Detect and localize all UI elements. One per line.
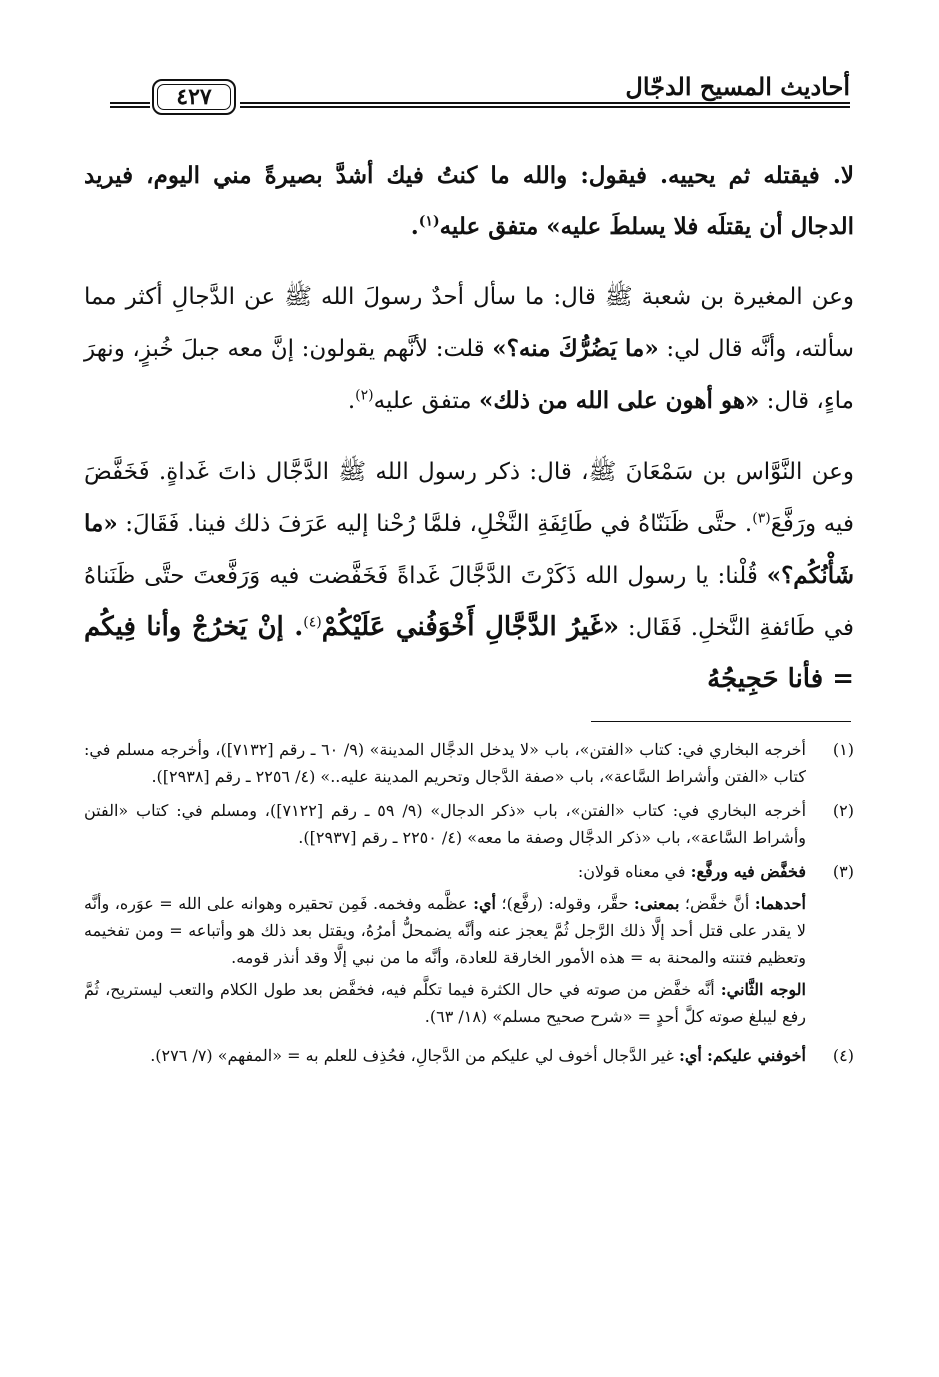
footnote-3-second-view (84, 976, 806, 1030)
paragraph-3 (84, 447, 854, 706)
p2-text-3: متفق عليه (373, 388, 479, 414)
footnote-4-ay: أي: (678, 1046, 702, 1065)
p2-text-2: قلت: لأنَّهم يقولون: إنَّ معه جبلَ خُبزٍ، ونهرَ ماءٍ، قال: (84, 336, 854, 414)
footnote-separator (591, 721, 851, 722)
page-number: ٤٢٧ (176, 84, 212, 110)
footnote-number: (٤) (832, 1046, 854, 1065)
footnote-1 (84, 736, 854, 790)
first-view-term-b: بمعنى: (633, 894, 680, 913)
p2-quote-1: «ما يَضُرُّكَ منه؟» (492, 335, 659, 362)
footnote-ref-4[interactable]: (٤) (303, 614, 322, 631)
p3-quote-1: «ما شَأْنُكُم؟» (84, 510, 854, 589)
footnote-number: (١) (832, 740, 854, 759)
footnote-3-lead (84, 858, 806, 885)
footnote-number: (٣) (832, 862, 854, 881)
footnotes (84, 736, 854, 1076)
second-view-text: أنَّه خفَّض من صوته في حال الكثرة فيما تكلَّم فيه، فخفَّض بعد طول الكلام والتعب ليستريح، ثُمَّ رفع ليبلغ صوته كلَّ أحدٍ = «شرح صحيح مسلم» (١٨/ ٦٣). (84, 980, 806, 1026)
footnote-body (84, 858, 806, 1035)
footnote-text: أخرجه البخاري في: كتاب «الفتن»، باب «لا يدخل الدجَّال المدينة» (٩/ ٦٠ ـ رقم [٧١٣٢])، وأخرجه مسلم في: كتاب «الفتن وأشراط السَّاعة»، باب «صفة الدَّجال وتحريم المدينة عليه..» (٤/ ٢٢٥٦ ـ رقم [٢٩٣٨]). (84, 740, 807, 786)
running-title: أحاديث المسيح الدجّال (625, 72, 850, 101)
header-rule-left (110, 102, 150, 108)
footnote-ref-3[interactable]: (٣) (752, 510, 771, 527)
paragraph-1 (84, 150, 854, 252)
main-text (84, 150, 854, 726)
first-view-heading: أحدهما: (754, 894, 806, 913)
page-number-frame (152, 79, 236, 115)
first-view-term-d: أي: (473, 894, 496, 913)
p3-text-2: . حتَّى ظَنَنّاهُ في طَائِفَةِ النَّخْلِ، فلمَّا رُحْنا إليه عَرَفَ ذلك فينا. فَقَالَ: (117, 511, 753, 537)
p3-quote-3: . إنْ يَخرُجْ وأنا فِيكُم = فأنا حَجِيجُهُ (84, 612, 854, 694)
p1-text: لا. فيقتله ثم يحييه. فيقول: والله ما كنتُ فيك أشدَّ بصيرةً مني اليوم، فيريد الدجال أن يقتلَه فلا يسلطَ عليه» متفق عليه (84, 162, 854, 240)
footnote-3 (84, 858, 854, 1035)
footnote-3-lead-text: في معناه قولان: (577, 862, 691, 881)
paragraph-2 (84, 272, 854, 427)
p3-quote-2: «غَيرُ الدَّجَّالِ أَخْوَفُني عَلَيْكُمْ (321, 612, 620, 642)
footnote-text: أخرجه البخاري في: كتاب «الفتن»، باب «ذكر الدجال» (٩/ ٥٩ ـ رقم [٧١٢٢])، ومسلم في: كتاب «الفتن وأشراط السَّاعة»، باب «ذكر الدجَّال وصفة ما معه» (٤/ ٢٢٥٠ ـ رقم [٢٩٣٧]). (84, 801, 807, 847)
p1-end: . (410, 213, 419, 240)
footnote-3-first-view (84, 890, 806, 971)
footnote-ref-2[interactable]: (٢) (355, 387, 374, 404)
footnote-body (84, 1042, 806, 1069)
p3-text-3: قُلْنا: يا رسول الله ذَكَرْتَ الدَّجَّالَ غَداةً فَخَفَّضت فيه وَرَفَّعتَ حتَّى ظَنَناهُ في طَائفةِ النَّخلِ. فَقَال: (84, 563, 854, 641)
footnote-number: (٢) (832, 801, 854, 820)
second-view-heading: الوجه الثَّاني: (720, 980, 807, 999)
first-view-text-e: عظَّمه وفخمه. فَمِن تحقيره وهوانه على الله = عوَره، وأنَّه لا يقدر على قتل أحد إلَّا ذلك الرَّجل ثُمَّ يعجز عنه وأنَّه يضمحلُّ أمرُهُ، ويقتل بعد ذلك هو وأتباعه = ومن تفخيمه وتعظيم فتنته والمحنة به = هذه الأمور الخارقة للعادة، وأنَّه ما من نبي إلَّا وقد أنذر قومه. (84, 894, 806, 967)
footnote-4-text: غير الدَّجال أخوف لي عليكم من الدَّجالِ، فحُذِف للعلم به = «المفهم» (٧/ ٢٧٦). (150, 1046, 679, 1065)
p2-end: . (347, 388, 356, 414)
header-rule (240, 102, 850, 108)
footnote-3-term: فخفَّض فيه ورفَّع: (690, 862, 806, 881)
footnote-ref-1[interactable]: (١) (418, 213, 440, 230)
running-header (110, 68, 850, 120)
p2-quote-2: «هو أهون على الله من ذلك» (478, 387, 760, 414)
first-view-text-a: أنَّ خفَّض؛ (679, 894, 755, 913)
footnote-2 (84, 797, 854, 851)
footnote-4-term: أخوفني عليكم: (706, 1046, 806, 1065)
first-view-text-c: حقَّر، وقوله: (رفَّع)؛ (495, 894, 634, 913)
p3-text-1: وعن النَّوَّاس بن سَمْعَانَ ﷺ، قال: ذكر رسول الله ﷺ الدَّجَّال ذاتَ غَداةٍ. فَخَفَّضَ فيه ورَفَّعَ (84, 459, 854, 537)
footnote-4 (84, 1042, 854, 1069)
p2-text-1: وعن المغيرة بن شعبة ﷺ قال: ما سأل أحدٌ رسولَ الله ﷺ عن الدَّجالِ أكثر مما سألته، وأنَّه قال لي: (84, 284, 854, 362)
